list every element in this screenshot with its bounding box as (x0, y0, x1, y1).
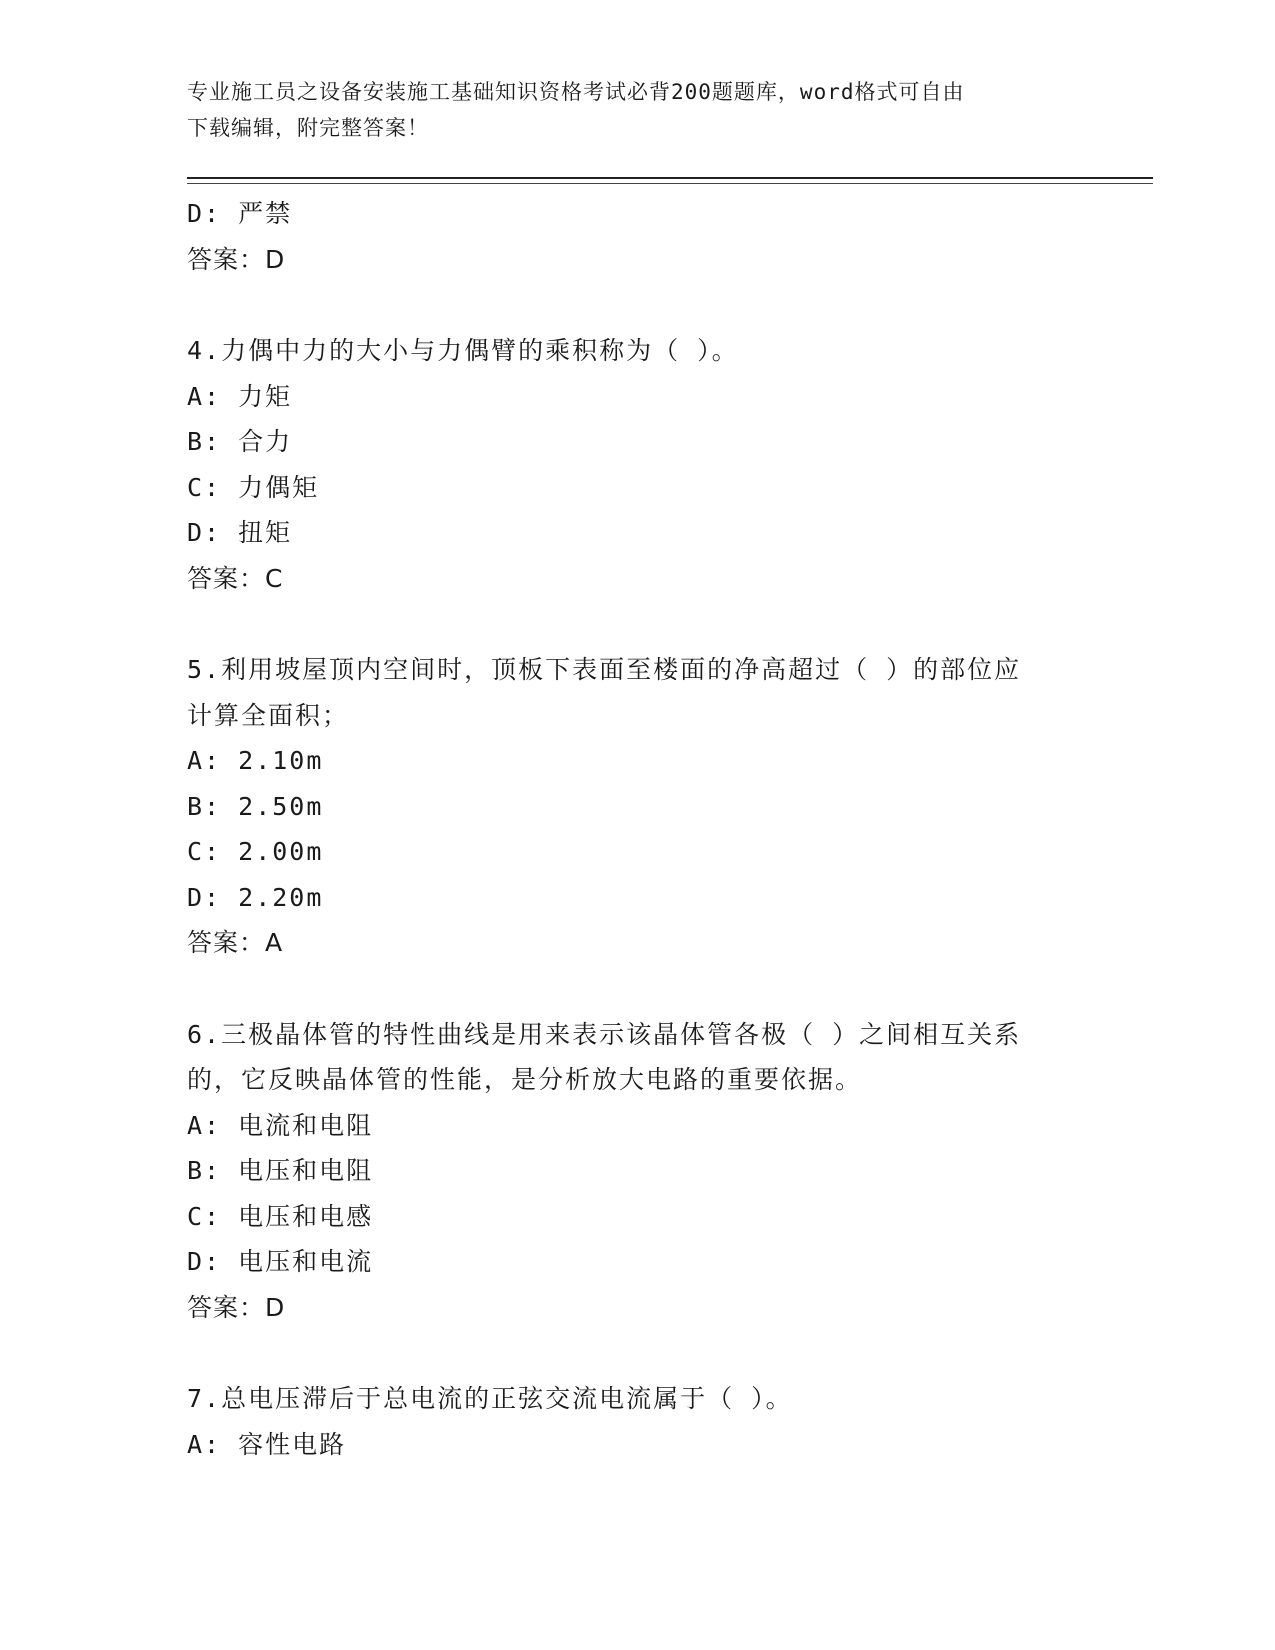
question-stem: 5.利用坡屋顶内空间时，顶板下表面至楼面的净高超过（ ）的部位应 (187, 655, 1022, 684)
answer-line: 答案：C (187, 563, 284, 593)
question-stem: 7.总电压滞后于总电流的正弦交流电流属于（ ）。 (187, 1384, 793, 1413)
answer-line: 答案：A (187, 928, 284, 957)
question-7 (187, 1376, 1087, 1467)
header-title-line-2: 下载编辑，附完整答案！ (187, 116, 429, 140)
answer-line: 答案：D (187, 244, 286, 274)
option-d: D: 电压和电流 (187, 1247, 374, 1276)
spacer (187, 966, 1087, 1012)
spacer (187, 601, 1087, 647)
header-divider-thin (187, 183, 1153, 184)
question-4 (187, 328, 1087, 601)
option-b: B: 电压和电阻 (187, 1156, 374, 1185)
header-divider-thick (187, 177, 1153, 179)
option-c: C: 电压和电感 (187, 1201, 374, 1231)
option-b: B: 合力 (187, 427, 293, 456)
question-stem: 6.三极晶体管的特性曲线是用来表示该晶体管各极（ ）之间相互关系 (187, 1019, 1022, 1049)
spacer (187, 282, 1087, 328)
option-c: C: 2.00m (187, 837, 324, 866)
option-a: A: 2.10m (187, 746, 324, 775)
question-list (187, 191, 1087, 1467)
answer-line: 答案：D (187, 1292, 286, 1322)
question-stem-continued: 计算全面积； (187, 700, 350, 730)
option-d: D: 严禁 (187, 199, 293, 228)
previous-question-tail (187, 191, 1087, 282)
spacer (187, 1330, 1087, 1376)
option-b: B: 2.50m (187, 791, 324, 821)
document-header (187, 74, 1087, 146)
question-5 (187, 647, 1087, 966)
option-d: D: 2.20m (187, 882, 324, 912)
option-c: C: 力偶矩 (187, 472, 320, 502)
option-a: A: 电流和电阻 (187, 1110, 374, 1140)
question-stem: 4.力偶中力的大小与力偶臂的乘积称为（ ）。 (187, 336, 739, 365)
question-stem-continued: 的，它反映晶体管的性能，是分析放大电路的重要依据。 (187, 1065, 863, 1094)
option-a: A: 力矩 (187, 381, 293, 411)
question-6 (187, 1012, 1087, 1331)
option-a: A: 容性电路 (187, 1429, 347, 1459)
option-d: D: 扭矩 (187, 518, 293, 547)
header-title-line-1: 专业施工员之设备安装施工基础知识资格考试必背200题题库，word格式可自由 (187, 80, 965, 104)
